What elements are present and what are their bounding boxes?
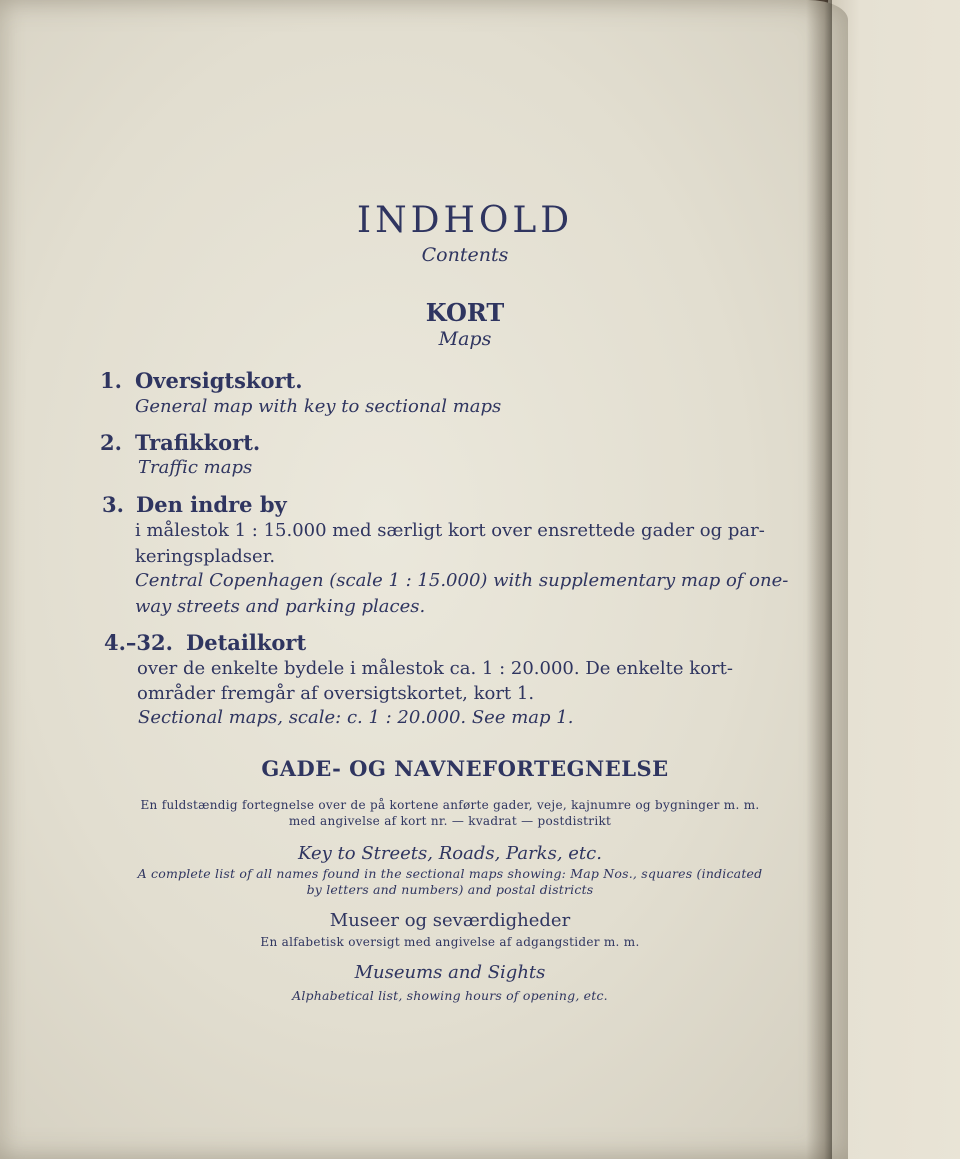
entry-english-line: Sectional maps, scale: c. 1 : 20.000. See map 1. <box>138 707 574 728</box>
entry-number: 4.–32. <box>104 630 173 655</box>
entry-title: Detailkort <box>186 630 307 655</box>
index-en-line: by letters and numbers) and postal districts <box>306 882 594 897</box>
entry-number: 1. <box>100 368 122 393</box>
entry-text-line: over de enkelte bydele i målestok ca. 1 : 20.000. De enkelte kort- <box>137 658 733 679</box>
museums-da-title: Museer og seværdigheder <box>329 910 571 931</box>
entry-english-line: Central Copenhagen (scale 1 : 15.000) with supplementary map of one- <box>135 570 789 591</box>
museums-en-line: Alphabetical list, showing hours of opening, etc. <box>292 988 608 1003</box>
index-da-line: med angivelse af kort nr. — kvadrat — postdistrikt <box>288 814 612 828</box>
entry-number: 2. <box>100 430 122 455</box>
entry-title: Den indre by <box>136 492 287 517</box>
entry-english-line: way streets and parking places. <box>135 596 426 617</box>
maps-section-subtitle: Maps <box>438 328 492 350</box>
index-en-title: Key to Streets, Roads, Parks, etc. <box>298 843 602 864</box>
page-title: INDHOLD <box>356 200 574 241</box>
entry-text-line: i målestok 1 : 15.000 med særligt kort over ensrettede gader og par- <box>135 520 765 541</box>
index-section-title: GADE- OG NAVNEFORTEGNELSE <box>261 756 669 781</box>
index-da-line: En fuldstændig fortegnelse over de på kortene anførte gader, veje, kajnumre og bygninger m. m. <box>140 798 760 812</box>
entry-title: Oversigtskort. <box>135 368 303 393</box>
entry-number: 3. <box>102 492 124 517</box>
entry-text-line: keringspladser. <box>135 546 276 567</box>
museums-en-title: Museums and Sights <box>354 962 546 983</box>
page-subtitle: Contents <box>421 244 509 266</box>
spine-shadow <box>806 0 832 1159</box>
entry-text-line: områder fremgår af oversigtskortet, kort 1. <box>137 683 535 704</box>
entry-english-line: Traffic maps <box>138 457 253 478</box>
entry-english-line: General map with key to sectional maps <box>135 396 502 417</box>
entry-title: Trafikkort. <box>135 430 261 455</box>
maps-section-title: KORT <box>425 298 505 327</box>
museums-da-line: En alfabetisk oversigt med angivelse af adgangstider m. m. <box>260 935 640 949</box>
index-en-line: A complete list of all names found in the sectional maps showing: Map Nos., squares (indicated <box>137 866 763 881</box>
